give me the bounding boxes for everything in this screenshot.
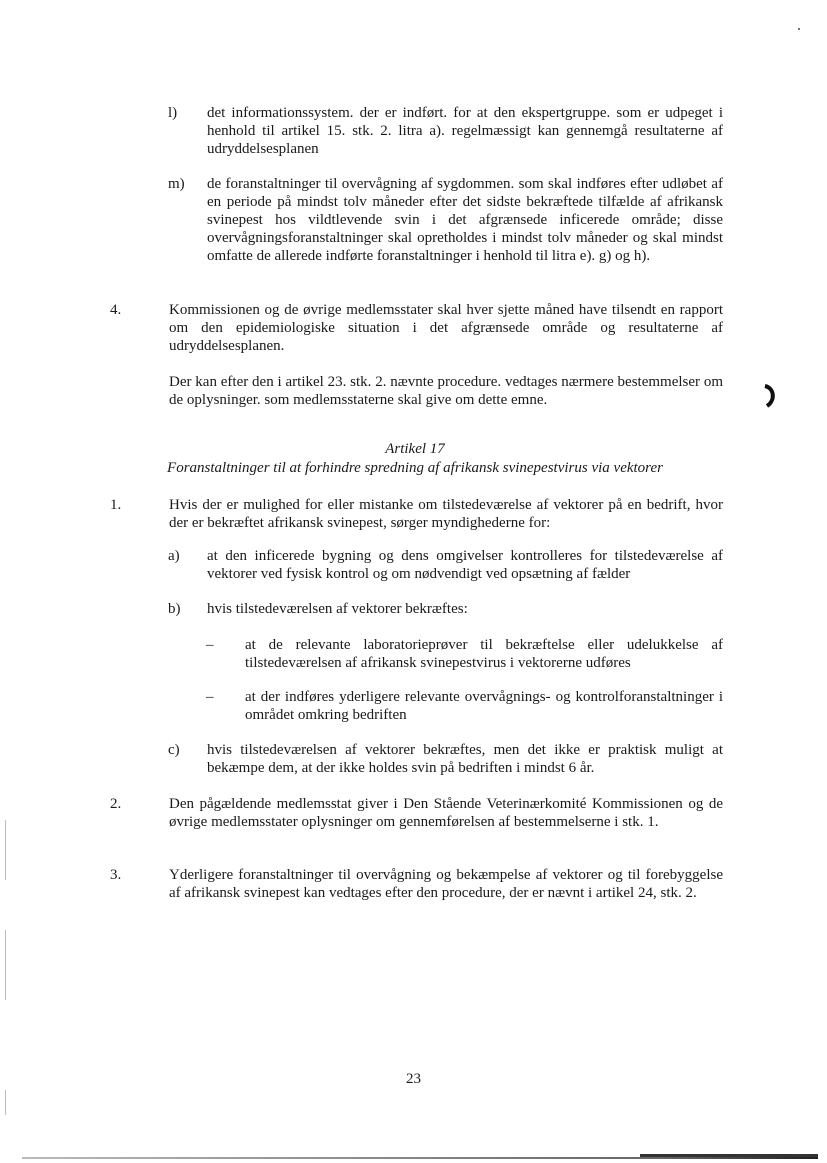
dash-item-1-text: at de relevante laboratorieprøver til bekræftelse eller udelukkelse af tilstedeværelsen af afrikansk svinepestvirus i vektorerne udføres	[245, 637, 723, 671]
item-label-m: m)	[168, 176, 185, 192]
paragraph-4-text: Kommissionen og de øvrige medlemsstater skal hver sjette måned have tilsendt en rapport om den epidemiologiske situation i det afgrænsede område og resultaterne af udryddelsesplanen.	[169, 302, 723, 354]
paragraph-number-4: 4.	[110, 302, 122, 318]
paragraph-3-text: Yderligere foranstaltninger til overvågning og bekæmpelse af vektorer og til forebyggelse af afrikansk svinepest kan vedtages efter den procedure, der er nævnt i artikel 24, stk. 2.	[169, 867, 723, 901]
dash-bullet-2: –	[206, 689, 214, 705]
scan-speck	[798, 28, 800, 30]
scan-bottom-edge-dark	[640, 1154, 818, 1157]
page-number: 23	[406, 1071, 421, 1087]
item-label-c: c)	[168, 742, 180, 758]
item-text-l: det informationssystem. der er indført. for at den ekspertgruppe. som er udpeget i henhold til artikel 15. stk. 2. litra a). regelmæssigt kan gennemgå resultaterne af udryddelsesplanen	[207, 105, 723, 157]
paragraph-number-3: 3.	[110, 867, 122, 883]
scan-edge-line	[5, 1090, 6, 1115]
paragraph-2-text: Den pågældende medlemsstat giver i Den Stående Veterinærkomité Kommissionen og de øvrige medlemsstater oplysninger om gennemførelsen af bestemmelserne i stk. 1.	[169, 796, 723, 830]
item-text-b: hvis tilstedeværelsen af vektorer bekræftes:	[207, 601, 468, 617]
paragraph-1-text: Hvis der er mulighed for eller mistanke om tilstedeværelse af vektorer på en bedrift, hvor der er bekræftet afrikansk svinepest, sørger myndighederne for:	[169, 497, 723, 531]
article-heading: Artikel 17	[385, 441, 445, 457]
scan-bottom-edge	[22, 1157, 818, 1159]
dash-item-2-text: at der indføres yderligere relevante overvågnings- og kontrolforanstaltninger i området omkring bedriften	[245, 689, 723, 723]
margin-mark-icon	[762, 384, 776, 408]
paragraph-number-1: 1.	[110, 497, 122, 513]
item-label-l: l)	[168, 105, 178, 121]
scan-edge-line	[5, 930, 6, 1000]
paragraph-4-text-2: Der kan efter den i artikel 23. stk. 2. nævnte procedure. vedtages nærmere bestemmelser om de oplysninger. som medlemsstaterne skal give om dette emne.	[169, 374, 723, 408]
scan-edge-line	[5, 820, 6, 880]
article-subtitle: Foranstaltninger til at forhindre spredning af afrikansk svinepestvirus via vektorer	[167, 460, 663, 476]
item-label-a: a)	[168, 548, 180, 564]
item-label-b: b)	[168, 601, 181, 617]
paragraph-number-2: 2.	[110, 796, 122, 812]
item-text-m: de foranstaltninger til overvågning af sygdommen. som skal indføres efter udløbet af en periode på mindst tolv måneder efter det sidste bekræftede tilfælde af afrikansk svinepest hos vildtlevende svin i det afgrænsede inficerede område; disse overvågningsforanstaltninger skal opretholdes i mindst tolv måneder og skal mindst omfatte de allerede indførte foranstaltninger i henhold til litra e). g) og h).	[207, 176, 723, 264]
item-text-c: hvis tilstedeværelsen af vektorer bekræftes, men det ikke er praktisk muligt at bekæmpe dem, at der ikke holdes svin på bedriften i mindst 6 år.	[207, 742, 723, 776]
item-text-a: at den inficerede bygning og dens omgivelser kontrolleres for tilstedeværelse af vektorer ved fysisk kontrol og om nødvendigt ved opsætning af fælder	[207, 548, 723, 582]
dash-bullet-1: –	[206, 637, 214, 653]
